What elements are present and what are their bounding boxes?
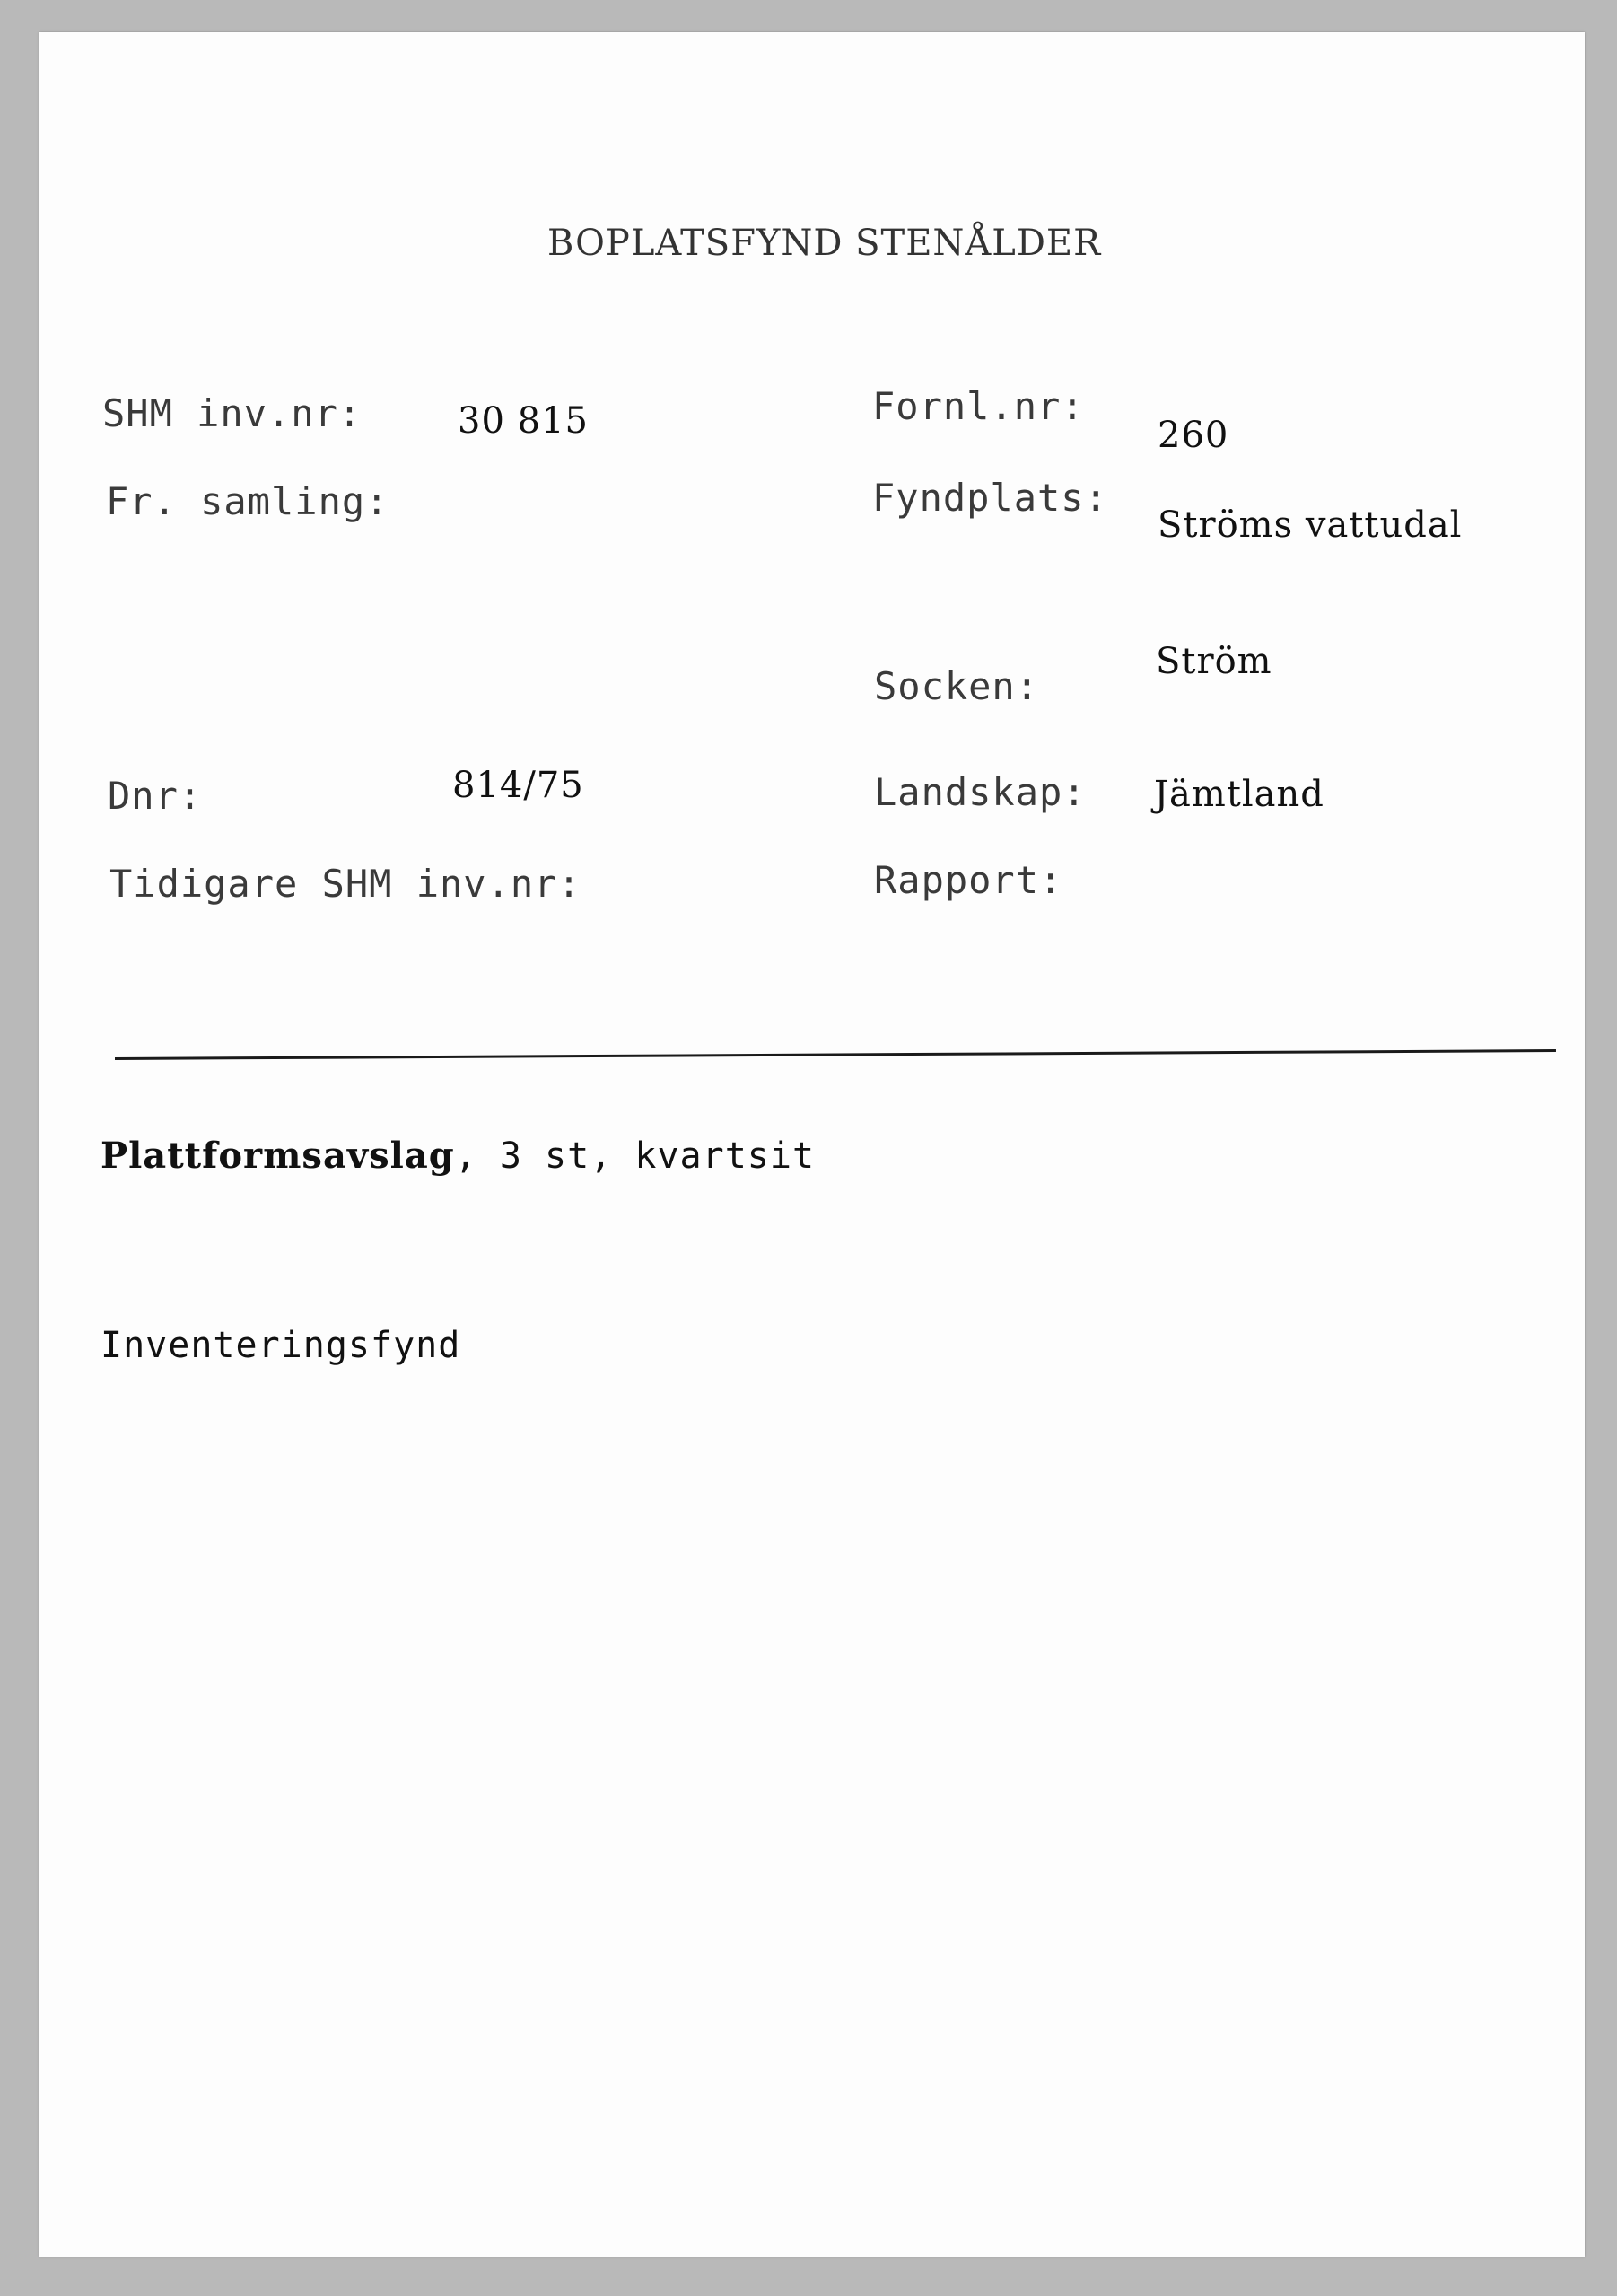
fyndplats-value: Ströms vattudal — [1158, 504, 1463, 546]
fornl-nr-value: 260 — [1158, 415, 1229, 456]
fyndplats-label: Fyndplats: — [872, 476, 1108, 520]
shm-inv-nr-value: 30 815 — [458, 400, 589, 442]
dnr-label: Dnr: — [108, 774, 203, 818]
shm-inv-nr-label: SHM inv.nr: — [102, 391, 363, 435]
socken-value: Ström — [1156, 641, 1272, 682]
landskap-value: Jämtland — [1154, 774, 1324, 815]
fr-samling-label: Fr. samling: — [106, 479, 389, 523]
landskap-label: Landskap: — [874, 770, 1087, 814]
dnr-value: 814/75 — [452, 765, 584, 806]
find-description — [101, 1135, 815, 1177]
catalog-card — [39, 32, 1585, 2257]
find-note: Inventeringsfynd — [101, 1325, 461, 1366]
card-title: BOPLATSFYND STENÅLDER — [547, 223, 1102, 264]
socken-label: Socken: — [874, 664, 1040, 708]
find-details: , 3 st, kvartsit — [454, 1135, 816, 1177]
fornl-nr-label: Fornl.nr: — [872, 384, 1085, 428]
tidigare-shm-inv-nr-label: Tidigare SHM inv.nr: — [109, 862, 581, 906]
divider-line — [115, 1049, 1556, 1060]
find-name: Plattformsavslag — [101, 1135, 455, 1177]
rapport-label: Rapport: — [874, 858, 1063, 902]
